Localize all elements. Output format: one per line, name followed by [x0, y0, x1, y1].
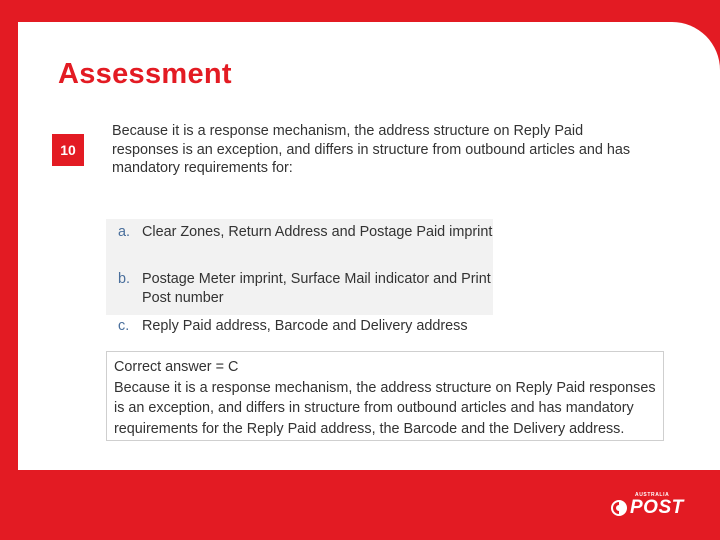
slide-title: Assessment — [58, 58, 232, 90]
option-text: Reply Paid address, Barcode and Delivery address — [142, 318, 468, 334]
option-c — [118, 317, 502, 336]
question-text: Because it is a response mechanism, the address structure on Reply Paid responses is an exception, and differs in structure from outbound articles and has mandatory requirements for: — [112, 123, 631, 176]
option-letter: c. — [118, 318, 130, 334]
post-logo-icon — [610, 499, 628, 517]
australia-post-logo — [608, 492, 688, 522]
answer-explanation: Because it is a response mechanism, the address structure on Reply Paid responses is an exception, and differs in structure from outbound articles and has mandatory requirements for the Reply Paid address, the Barcode and the Delivery address. — [114, 379, 656, 437]
option-letter: a. — [118, 224, 131, 240]
question-number-badge: 10 — [52, 134, 84, 166]
option-text: Postage Meter imprint, Surface Mail indicator and Print Post number — [142, 271, 491, 306]
option-letter: b. — [118, 271, 131, 287]
answer-block — [114, 357, 659, 439]
option-b — [118, 270, 502, 307]
option-text: Clear Zones, Return Address and Postage Paid imprint — [142, 224, 493, 240]
correct-answer-label: Correct answer = C — [114, 359, 239, 375]
option-a — [118, 223, 502, 242]
logo-word: POST — [630, 497, 684, 518]
logo-small-text: AUSTRALIA — [635, 492, 670, 498]
